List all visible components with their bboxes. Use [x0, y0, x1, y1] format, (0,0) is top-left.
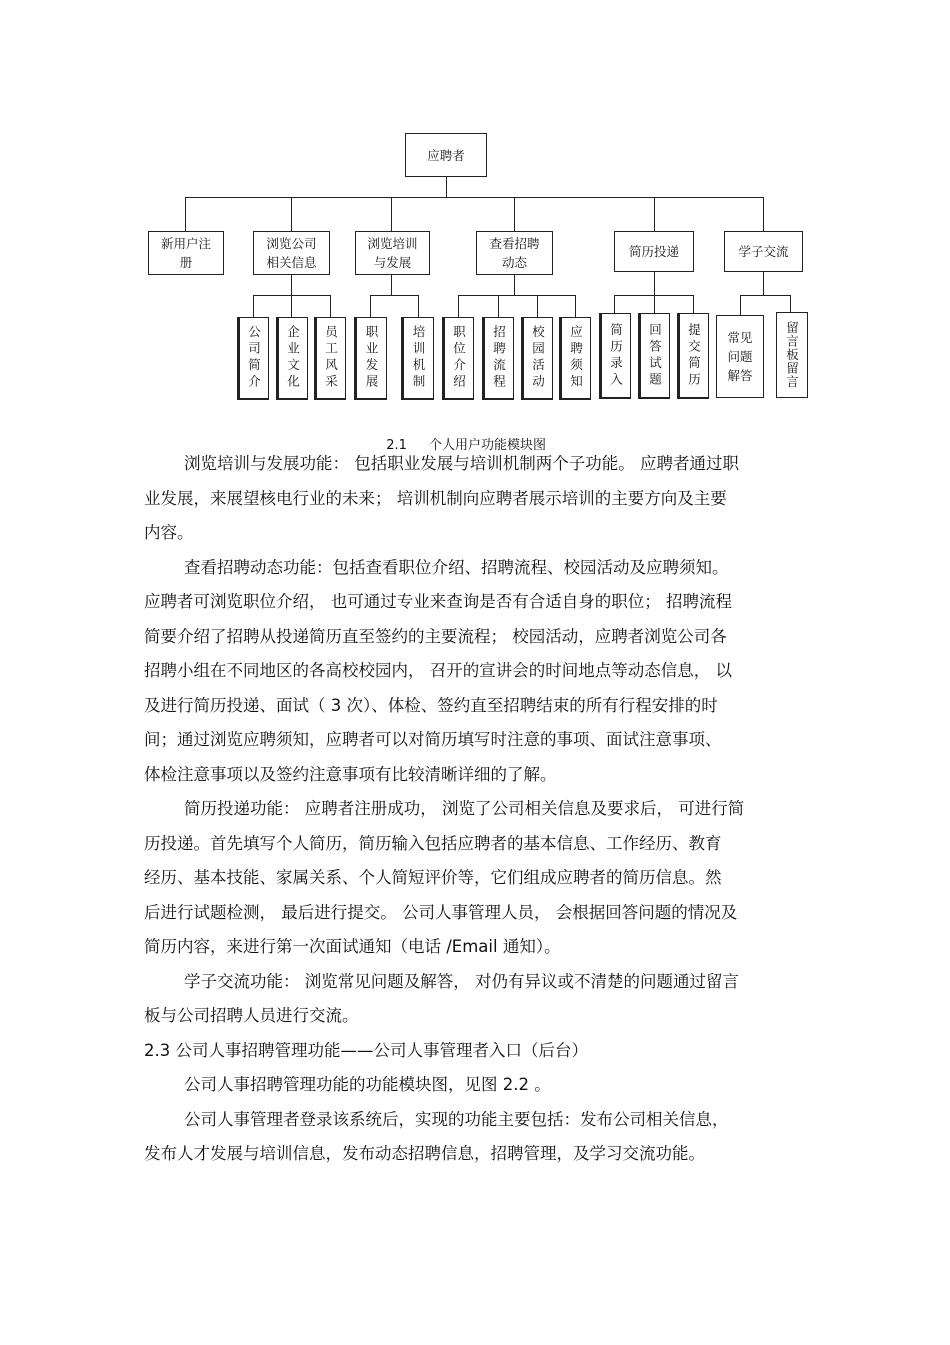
- connector: [391, 197, 392, 231]
- text-line: 简历内容，来进行第一次面试通知（电话 /Email 通知）。: [144, 937, 561, 956]
- child-campus: [521, 317, 553, 400]
- child-label: 常见 问题 解答: [727, 330, 753, 383]
- text-line: 体检注意事项以及签约注意事项有比较清晰详细的了解。: [144, 764, 557, 784]
- child-process: [482, 317, 514, 400]
- module-company-info: [253, 231, 330, 275]
- text-line: 后进行试题检测， 最后进行提交。 公司人事管理人员， 会根据回答问题的情况及: [144, 902, 738, 922]
- child-company-intro: [237, 317, 269, 400]
- module-label: 学子交流: [738, 244, 789, 259]
- child-position: [442, 317, 474, 400]
- child-label: 应聘须知: [568, 325, 584, 391]
- module-register: [148, 231, 224, 275]
- child-message-board: [776, 312, 808, 398]
- child-resume-entry: [599, 313, 631, 399]
- text-line: 及进行简历投递、面试（ 3 次）、体检、签约直至招聘结束的所有行程安排的时: [144, 695, 718, 715]
- child-answer: [638, 313, 670, 399]
- text-line: 间；通过浏览应聘须知，应聘者可以对简历填写时注意的事项、面试注意事项、: [144, 730, 722, 749]
- text-line: 板与公司招聘人员进行交流。: [144, 1006, 359, 1025]
- child-label: 简历录入: [608, 322, 624, 389]
- connector: [458, 295, 575, 296]
- connector: [654, 272, 655, 295]
- connector: [575, 295, 576, 317]
- child-faq: [716, 315, 764, 398]
- child-submit: [677, 313, 709, 399]
- body-text: [144, 447, 812, 1172]
- connector: [185, 197, 186, 231]
- connector: [418, 295, 419, 317]
- module-label: 浏览培训 与发展: [367, 236, 418, 270]
- child-staff: [314, 317, 346, 400]
- module-label: 新用户注 册: [160, 236, 211, 270]
- text-line: 内容。: [144, 523, 194, 542]
- module-resume: [614, 231, 694, 272]
- connector: [185, 197, 764, 198]
- text-line: 招聘小组在不同地区的各高校校园内， 召开的宣讲会的时间地点等动态信息， 以: [144, 661, 732, 680]
- root-node: [405, 133, 487, 177]
- child-label: 回答试题: [647, 322, 663, 389]
- text-line: 公司人事招聘管理功能的功能模块图，见图 2.2 。: [184, 1075, 551, 1094]
- connector: [654, 295, 655, 313]
- child-label: 公司简介: [246, 325, 262, 391]
- connector: [498, 295, 499, 317]
- connector: [763, 197, 764, 231]
- module-recruit-news: [476, 231, 553, 275]
- child-label: 提交简历: [686, 322, 702, 389]
- text-line: 历投递。首先填写个人简历，简历输入包括应聘者的基本信息、工作经历、教育: [144, 833, 722, 853]
- child-career: [354, 317, 387, 400]
- text-line: 经历、基本技能、家属关系、个人简短评价等，它们组成应聘者的简历信息。然: [144, 868, 722, 887]
- child-label: 企业文化: [285, 325, 301, 391]
- connector: [693, 295, 694, 313]
- connector: [291, 295, 292, 317]
- caption-number: 2.1: [386, 438, 407, 453]
- connector: [330, 295, 331, 317]
- connector: [740, 295, 741, 315]
- text-line: 应聘者可浏览职位介绍， 也可通过专业来查询是否有合适自身的职位； 招聘流程: [144, 592, 732, 611]
- connector: [391, 275, 392, 295]
- connector: [370, 295, 371, 317]
- connector: [458, 295, 459, 317]
- text-line: 查看招聘动态功能：包括查看职位介绍、招聘流程、校园活动及应聘须知。: [184, 557, 729, 577]
- child-label: 职位介绍: [451, 325, 467, 391]
- module-exchange: [724, 231, 803, 272]
- connector: [614, 295, 615, 313]
- connector: [446, 177, 447, 198]
- text-line: 2.3 公司人事招聘管理功能——公司人事管理者入口（后台）: [144, 1040, 588, 1060]
- connector: [763, 272, 764, 295]
- child-culture: [276, 317, 308, 400]
- child-notice: [559, 317, 591, 400]
- module-label: 浏览公司 相关信息: [266, 236, 317, 270]
- connector: [537, 295, 538, 317]
- connector: [514, 197, 515, 231]
- child-label: 职业发展: [364, 325, 379, 391]
- connector: [654, 197, 655, 231]
- connector: [514, 275, 515, 295]
- child-label: 校园活动: [530, 325, 546, 391]
- connector: [740, 295, 791, 296]
- caption-text: 个人用户功能模块图: [428, 438, 546, 453]
- connector: [370, 295, 419, 296]
- child-label: 招聘流程: [491, 325, 507, 391]
- text-line: 业发展，来展望核电行业的未来； 培训机制向应聘者展示培训的主要方向及主要: [144, 488, 727, 508]
- child-label: 培训机制: [411, 325, 426, 391]
- module-label: 简历投递: [628, 244, 679, 259]
- connector: [291, 275, 292, 295]
- text-line: 学子交流功能： 浏览常见问题及解答， 对仍有异议或不清楚的问题通过留言: [184, 971, 739, 991]
- text-line: 简要介绍了招聘从投递简历直至签约的主要流程； 校园活动，应聘者浏览公司各: [144, 626, 727, 646]
- text-line: 公司人事管理者登录该系统后，实现的功能主要包括：发布公司相关信息，: [184, 1109, 729, 1129]
- text-line: 发布人才发展与培训信息，发布动态招聘信息，招聘管理，及学习交流功能。: [144, 1144, 705, 1163]
- child-label: 员工风采: [323, 325, 339, 391]
- root-label: 应聘者: [427, 147, 465, 163]
- child-label: 留言板留言: [784, 321, 800, 389]
- connector: [790, 295, 791, 312]
- module-training: [355, 231, 430, 275]
- text-line: 简历投递功能： 应聘者注册成功， 浏览了公司相关信息及要求后， 可进行简: [184, 799, 745, 818]
- connector: [253, 295, 254, 317]
- child-training-mechanism: [401, 317, 434, 400]
- module-label: 查看招聘 动态: [489, 236, 540, 270]
- connector: [291, 197, 292, 231]
- text-line: 浏览培训与发展功能： 包括职业发展与培训机制两个子功能。 应聘者通过职: [184, 454, 739, 473]
